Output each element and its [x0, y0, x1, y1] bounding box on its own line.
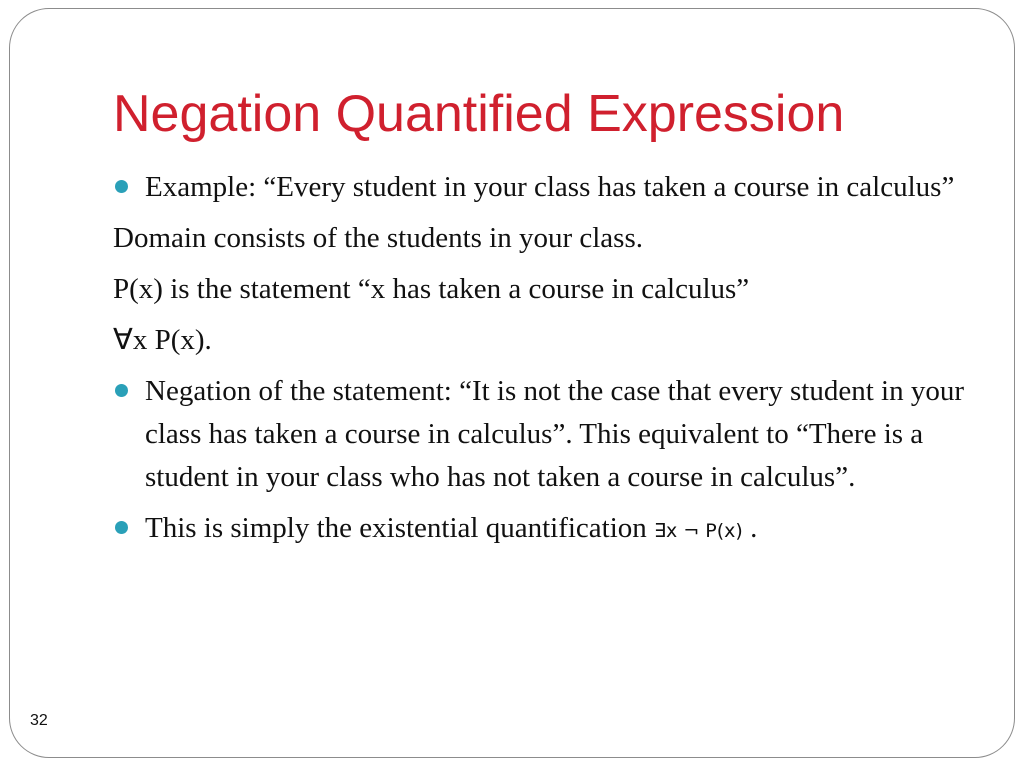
bullet-dot-icon [115, 521, 128, 534]
page-number: 32 [30, 712, 48, 729]
bullet-dot-icon [115, 180, 128, 193]
bullet-suffix: . [742, 512, 758, 544]
text-line-universal: ∀x P(x). [113, 324, 212, 356]
text-line-predicate: P(x) is the statement “x has taken a course in calculus” [113, 273, 750, 305]
bullet-text: This is simply the existential quantification [145, 512, 655, 544]
bullet-text: Example: “Every student in your class has taken a course in calculus” [145, 171, 955, 203]
text-line-domain: Domain consists of the students in your class. [113, 222, 644, 254]
existential-formula: ∃x ¬ P(x) [654, 520, 743, 542]
bullet-item-existential [113, 507, 973, 553]
slide-title: Negation Quantified Expression [113, 85, 845, 143]
bullet-item-negation [113, 370, 973, 499]
bullet-item-example [113, 166, 973, 209]
bullet-text: Negation of the statement: “It is not the case that every student in your class has taken a course in calculus”. This equivalent to “There is a student in your class who has not taken a course in calculus”. [145, 375, 965, 493]
slide-body [113, 166, 973, 561]
bullet-dot-icon [115, 384, 128, 397]
